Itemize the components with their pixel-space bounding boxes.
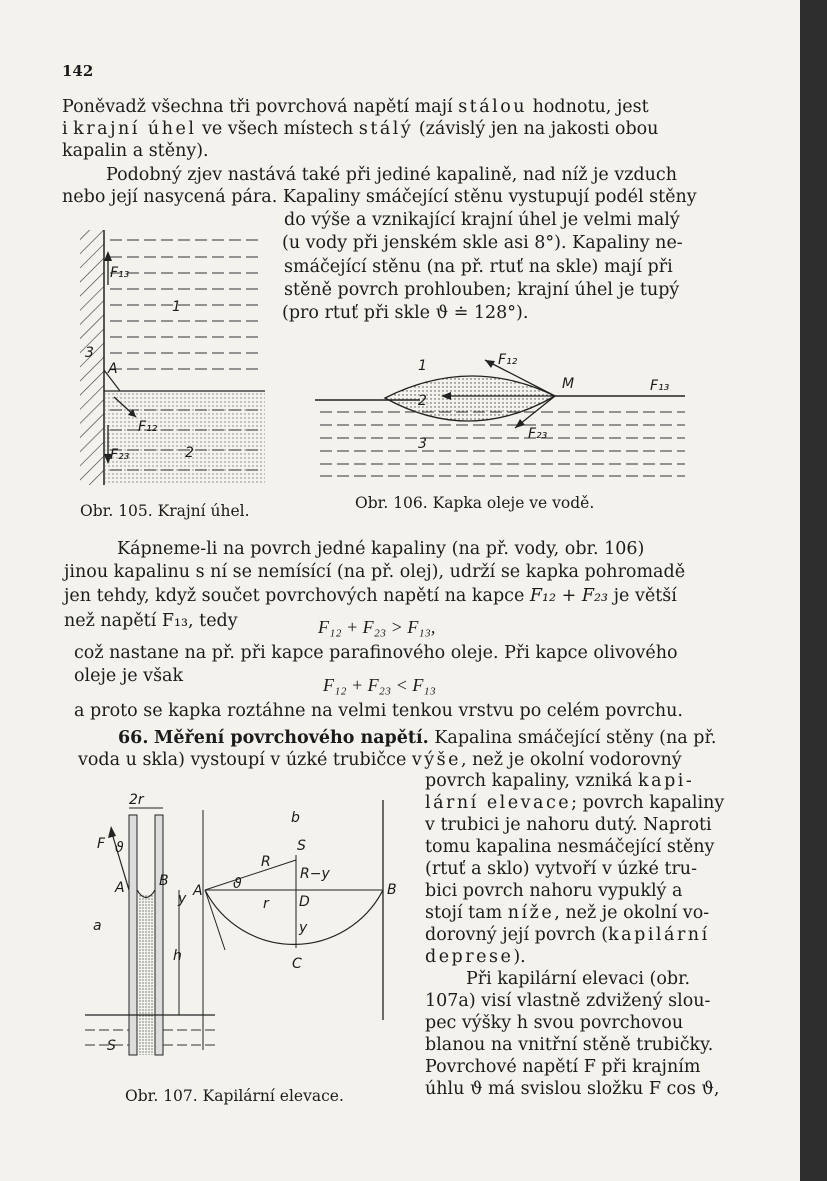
para3-line6: oleje je však	[74, 666, 184, 686]
para1-line3: kapalin a stěny).	[62, 141, 209, 161]
fig106-label-3: 3	[418, 436, 427, 452]
fig107-label-b: B	[159, 873, 169, 889]
page-edge-shadow	[800, 0, 827, 1181]
fig105-label-f13: F₁₃	[110, 265, 130, 281]
fig107-label-b-fig: b	[291, 810, 300, 826]
para3-line3: jen tehdy, když součet povrchových napětí na kapce F₁₂ + F₂₃ je větší	[64, 586, 677, 606]
section-heading: Měření povrchového napětí.	[154, 728, 429, 748]
fig107-label-s-small: S	[107, 1038, 116, 1054]
fig107-label-a2: A	[193, 883, 203, 899]
figure-105-contact-angle	[80, 225, 275, 490]
para1-line2: i krajní úhel ve všech místech stálý (závislý jen na jakosti obou	[62, 119, 659, 139]
fig107-label-r-big: R	[261, 854, 271, 870]
fig106-label-f13: F₁₃	[650, 378, 670, 394]
section-66-line6: tomu kapalina nesmáčející stěny	[425, 837, 715, 857]
para3-line5: což nastane na př. při kapce parafinového oleje. Při kapce olivového	[74, 643, 678, 663]
para1-line1: Poněvadž všechna tři povrchová napětí mají stálou hodnotu, jest	[62, 97, 649, 117]
section-66-line11: deprese).	[425, 947, 526, 967]
section-66-line17: úhlu ϑ má svislou složku F cos ϑ,	[425, 1079, 720, 1099]
section-66-line2: voda u skla) vystoupí v úzké trubičce výše, než je okolní vodorovný	[78, 750, 682, 770]
section-66-line14: pec výšky h svou povrchovou	[425, 1013, 684, 1033]
fig106-water-dashes	[320, 412, 685, 476]
fig107-label-h: h	[173, 948, 182, 964]
section-66-line7: (rtuť a sklo) vytvoří v úzké tru-	[425, 859, 697, 879]
page-number: 142	[62, 62, 94, 80]
fig107b-geometry	[203, 800, 383, 1050]
para3-line4: než napětí F₁₃, tedy	[64, 611, 238, 631]
formula-2: F₁₂ + F₂₃ < F₁₃	[323, 675, 436, 695]
section-66-line10: dorovný její povrch (kapilární	[425, 925, 710, 945]
fig107-label-y2: y	[299, 920, 308, 936]
fig105-label-f23: F₂₃	[110, 447, 130, 463]
section-66-line15: blanou na vnitřní stěně trubičky.	[425, 1035, 714, 1055]
para2-line6: stěně povrch prohlouben; krajní úhel je tupý	[284, 280, 680, 300]
fig107-caption: Obr. 107. Kapilární elevace.	[125, 1087, 344, 1105]
section-66-line9: stojí tam níže, než je okolní vo-	[425, 903, 710, 923]
fig107-label-f: F	[97, 836, 106, 852]
fig105-label-1: 1	[172, 299, 181, 315]
para3-line2: jinou kapalinu s ní se nemísící (na př. olej), udrží se kapka pohromadě	[64, 562, 686, 582]
fig106-label-f23: F₂₃	[528, 426, 548, 442]
fig106-caption: Obr. 106. Kapka oleje ve vodě.	[355, 494, 595, 512]
para2-line5: smáčející stěnu (na př. rtuť na skle) mají při	[284, 257, 673, 277]
para2-line2: nebo její nasycená pára. Kapaliny smáčející stěnu vystupují podél stěny	[62, 187, 697, 207]
fig107-label-d: D	[299, 894, 310, 910]
fig107-label-a: A	[115, 880, 125, 896]
fig107-label-theta: ϑ	[115, 840, 124, 856]
para3-line1: Kápneme-li na povrch jedné kapaliny (na př. vody, obr. 106)	[117, 539, 645, 559]
para2-line4: (u vody při jenském skle asi 8°). Kapaliny ne-	[282, 233, 683, 253]
fig107-label-y: y	[178, 891, 187, 907]
figure-106-oil-drop	[310, 350, 690, 485]
fig107-label-2r: 2r	[129, 792, 144, 808]
fig107-label-b2: B	[387, 882, 397, 898]
para3-line7: a proto se kapka roztáhne na velmi tenkou vrstvu po celém povrchu.	[74, 701, 683, 721]
para2-line7: (pro rtuť při skle ϑ ≐ 128°).	[282, 303, 529, 323]
fig106-label-m: M	[562, 376, 575, 392]
fig105-label-f12: F₁₂	[138, 419, 158, 435]
fig107-label-r-small: r	[263, 896, 269, 912]
fig107-label-a-fig: a	[93, 918, 102, 934]
fig107-label-c: C	[292, 956, 302, 972]
fig105-label-a: A	[108, 361, 118, 377]
formula-1: F₁₂ + F₂₃ > F₁₃,	[318, 617, 436, 637]
section-66-line16: Povrchové napětí F při krajním	[425, 1057, 701, 1077]
section-number: 66.	[118, 728, 149, 748]
section-66-line13: 107a) visí vlastně zdvižený slou-	[425, 991, 711, 1011]
section-66-line4: lární elevace; povrch kapaliny	[425, 793, 725, 813]
fig105-liquid2	[105, 391, 265, 485]
figure-107-capillary	[85, 790, 415, 1070]
fig107-label-s: S	[297, 838, 306, 854]
fig105-label-2: 2	[185, 445, 194, 461]
fig106-label-2: 2	[418, 393, 427, 409]
fig105-label-3: 3	[85, 345, 94, 361]
fig107-label-r-minus-y: R−y	[300, 866, 330, 882]
fig105-liquid1-dashes	[110, 240, 260, 369]
para2-line1: Podobný zjev nastává také při jediné kapalině, nad níž je vzduch	[106, 165, 677, 185]
section-66-line3: povrch kapaliny, vzniká kapi-	[425, 771, 695, 791]
section-66-line5: v trubici je nahoru dutý. Naproti	[425, 815, 712, 835]
section-66-line1: 66. Měření povrchového napětí. Kapalina smáčející stěny (na př.	[118, 728, 717, 748]
section-66-line8: bici povrch nahoru vypuklý a	[425, 881, 683, 901]
fig106-label-f12: F₁₂	[498, 352, 518, 368]
fig105-caption: Obr. 105. Krajní úhel.	[80, 502, 250, 520]
fig107-label-theta2: ϑ	[233, 876, 242, 892]
para2-line3: do výše a vznikající krajní úhel je velmi malý	[284, 210, 680, 230]
fig106-label-1: 1	[418, 358, 427, 374]
section-66-line12: Při kapilární elevaci (obr.	[466, 969, 691, 989]
